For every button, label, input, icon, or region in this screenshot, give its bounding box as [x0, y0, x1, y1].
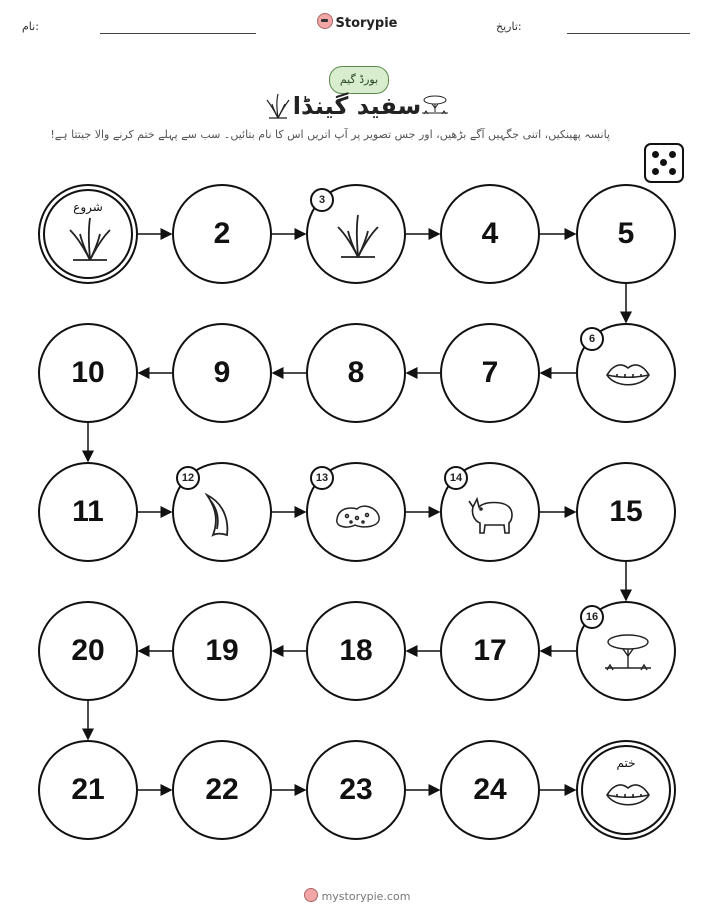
square-number: 5 — [617, 217, 635, 250]
square-number: 21 — [71, 773, 105, 806]
footer — [0, 888, 714, 903]
lips-icon — [603, 770, 653, 820]
square-number: 18 — [339, 634, 373, 667]
board-square-19[interactable] — [172, 601, 272, 701]
mud-icon — [333, 489, 383, 539]
square-number-badge: 3 — [310, 188, 334, 212]
square-number-badge: 16 — [580, 605, 604, 629]
grass-icon — [333, 211, 383, 261]
square-number: 11 — [72, 495, 104, 528]
square-number: 20 — [71, 634, 105, 667]
page-title: سفید گینڈا — [292, 92, 422, 120]
board-square-23[interactable] — [306, 740, 406, 840]
square-number: 23 — [339, 773, 373, 806]
square-number: 9 — [213, 356, 231, 389]
board-square-2[interactable] — [172, 184, 272, 284]
date-label: تاریخ: — [496, 20, 522, 33]
board-square-20[interactable] — [38, 601, 138, 701]
board-square-17[interactable] — [440, 601, 540, 701]
square-number-badge: 13 — [310, 466, 334, 490]
end-label: ختم — [616, 756, 636, 770]
square-number: 24 — [473, 773, 507, 806]
board-square-1[interactable] — [38, 184, 138, 284]
board-square-8[interactable] — [306, 323, 406, 423]
square-number: 7 — [481, 356, 499, 389]
instructions-text: پانسہ پھینکیں، اتنی جگہیں آگے بڑھیں، اور جس تصویر پر آپ اتریں اس کا نام بتائیں۔ سب سے پہلے ختم کرنے والا جیتتا ہے! — [50, 128, 610, 141]
square-number: 8 — [347, 356, 365, 389]
rhino-icon — [467, 489, 517, 539]
brand-name: Storypie — [335, 16, 398, 31]
horn-icon — [199, 489, 249, 539]
storypie-logo-icon — [304, 888, 318, 902]
square-number: 17 — [473, 634, 507, 667]
square-number: 15 — [609, 495, 643, 528]
name-label: نام: — [22, 20, 39, 33]
square-number-badge: 12 — [176, 466, 200, 490]
board-square-24[interactable] — [440, 740, 540, 840]
board-game-badge: بورڈ گیم — [329, 66, 389, 94]
board-square-9[interactable] — [172, 323, 272, 423]
board-square-18[interactable] — [306, 601, 406, 701]
square-number: 22 — [205, 773, 239, 806]
board-square-25[interactable] — [576, 740, 676, 840]
savanna-icon — [603, 628, 653, 678]
board-square-22[interactable] — [172, 740, 272, 840]
board-square-11[interactable] — [38, 462, 138, 562]
board-square-10[interactable] — [38, 323, 138, 423]
square-number-badge: 6 — [580, 327, 604, 351]
board-square-7[interactable] — [440, 323, 540, 423]
footer-url[interactable]: mystorypie.com — [321, 890, 411, 903]
square-number: 2 — [213, 217, 231, 250]
square-number: 10 — [71, 356, 105, 389]
board-square-4[interactable] — [440, 184, 540, 284]
board-square-5[interactable] — [576, 184, 676, 284]
square-number-badge: 14 — [444, 466, 468, 490]
start-label: شروع — [73, 200, 103, 214]
board-square-21[interactable] — [38, 740, 138, 840]
board-square-15[interactable] — [576, 462, 676, 562]
grass-icon — [65, 214, 115, 264]
square-number: 19 — [205, 634, 239, 667]
square-number: 4 — [481, 217, 499, 250]
lips-icon — [603, 350, 653, 400]
